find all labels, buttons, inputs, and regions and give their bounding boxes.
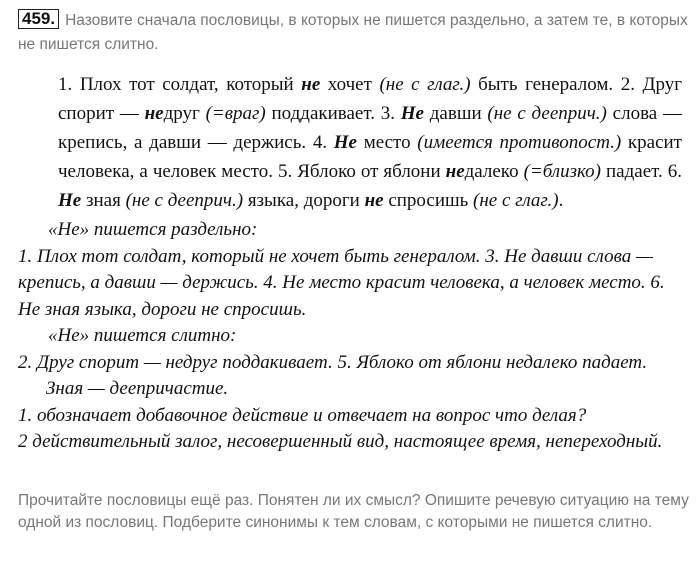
proverb-1-part-c: быть генералом. 2. Друг спорит — [58,74,683,124]
proverb-6-ne-2: не [364,190,384,211]
task-instruction-block [18,9,690,57]
together-heading: «Не» пишется слитно: [48,325,237,346]
proverb-6-part-c: спросишь [383,190,474,211]
proverb-6-ne: Не [58,190,82,211]
separate-heading: «Не» пишется раздельно: [48,219,258,240]
proverb-5-part-a: далеко [464,161,524,182]
proverb-1-part-b: хочет [320,74,380,95]
proverb-4-part-b: красит человека, а человек место. 5. Яблоко от яблони [58,132,682,182]
proverb-2-ne: не [144,103,164,124]
proverb-2-note: (=враг) [205,103,266,124]
proverb-2-part-b: поддакивает. 3. [265,103,401,124]
proverb-3-ne: Не [400,103,424,124]
proverbs-text [18,70,682,215]
task-instruction: Назовите сначала пословицы, в которых не пишется раздельно, а затем те, в которых не пишется слитно. [18,12,688,53]
analysis-item-1: 1. обозначает добавочное действие и отвечает на вопрос что делая? [18,404,587,426]
proverb-6-note-2: (не с глаг.) [473,190,559,211]
analysis-item-2: 2 действительный залог, несовершенный вид, настоящее время, непереходный. [18,431,663,452]
proverb-1-ne: не [301,74,321,95]
footer-task-text: Прочитайте пословицы ещё раз. Понятен ли их смысл? Опишите речевую ситуацию на тему одной из пословиц. Подберите синонимы к тем словам, с которыми не пишется слитно. [18,492,689,531]
together-text: 2. Друг спорит — недруг поддакивает. 5. Яблоко от яблони недалеко падает. [18,351,648,373]
proverb-6-part-b: языка, дороги [243,190,365,211]
proverb-3-part-b: слова — крепись, а давши — держись. 4. [58,103,682,153]
proverb-4-note: (имеется противопост.) [417,132,622,153]
proverb-4-part-a: место [357,132,418,153]
proverb-4-ne: Не [333,132,357,153]
separate-text: 1. Плох тот солдат, который не хочет быть генералом. 3. Не давши слова — крепись, а давши — держись. 4. Не место красит человека, а человек место. 6. Не зная языка, дороги не спросишь. [18,245,665,320]
answer-block [18,217,682,456]
proverb-1-note: (не с глаг.) [379,74,471,95]
proverb-6-note: (не с дееприч.) [125,190,244,211]
proverb-3-note: (не с дееприч.) [487,103,607,124]
proverb-2-part-a: друг [163,103,206,124]
task-number: 459. [18,9,59,29]
proverb-1-part-a: Плох тот солдат, который [79,74,302,95]
proverb-5-note: (=близко) [523,161,601,182]
proverb-6-part-a: зная [81,190,126,211]
proverb-6-end: . [558,190,564,211]
proverb-5-ne: не [445,161,465,182]
analysis-heading: Зная — деепричастие. [46,378,229,399]
proverb-1-number: 1. [58,74,80,95]
proverb-5-part-b: падает. 6. [601,161,683,182]
proverbs-paragraph [18,70,682,215]
proverb-3-part-a: давши [423,103,488,124]
